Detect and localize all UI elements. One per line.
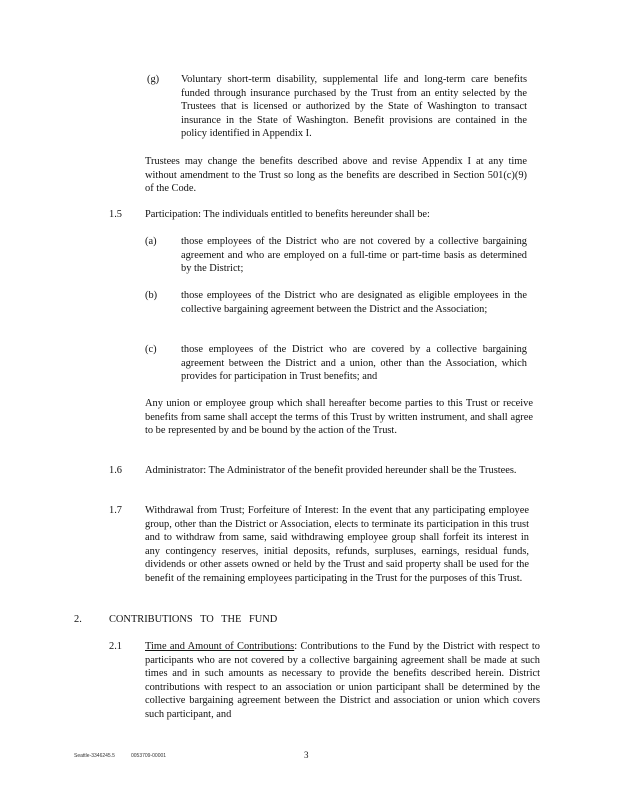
section-1-6-text: : The Administrator of the benefit provided hereunder shall be the Trustees.: [203, 465, 517, 476]
any-union-paragraph: Any union or employee group which shall hereafter become parties to this Trust or receive benefits from same shall accept the terms of this Trust by written instrument, and shall agree to be represented by and be bound by the action of the Trust.: [145, 398, 533, 437]
trustees-paragraph: Trustees may change the benefits described above and revise Appendix I at any time without amendment to the Trust so long as the benefits are described in Section 501(c)(9) of the Code.: [145, 156, 527, 195]
item-c-text: those employees of the District who are covered by a collective bargaining agreement between the District and a union, other than the Association, which provides for participation in Trust benefits; and: [181, 344, 527, 383]
section-2-1-number: 2.1: [109, 641, 122, 652]
section-2-number: 2.: [74, 614, 82, 625]
page-number: 3: [304, 750, 309, 760]
section-1-5-number: 1.5: [109, 209, 122, 220]
section-2-heading: CONTRIBUTIONS TO THE FUND: [109, 614, 278, 625]
footer-matter-number: 0053709-00001: [131, 753, 167, 759]
section-1-5-paragraph: [145, 208, 527, 222]
item-b-label: (b): [145, 290, 158, 301]
section-2-1-heading: Time and Amount of Contributions: [145, 641, 295, 652]
item-g-label: (g): [147, 74, 160, 85]
section-2-1-text: : Contributions to the Fund by the District with respect to participants who are not covered by a collective bargaining agreement shall be made at such times and in such amounts as necessary to provide the benefits described herein. District contributions with respect to an association or union participant shall be determined by the collective bargaining agreement between the District and association or union which covers such participant, and: [145, 641, 541, 720]
section-1-7-number: 1.7: [109, 505, 122, 516]
item-a-text: those employees of the District who are not covered by a collective bargaining agreement and who are employed on a full-time or part-time basis as determined by the District;: [181, 236, 527, 275]
item-g-text: Voluntary short-term disability, supplemental life and long-term care benefits funded through insurance purchased by the Trust from an entity selected by the Trustees that is licensed or authorized by the State of Washington to transact insurance in the State of Washington. Benefit provisions are contained in the policy identified in Appendix I.: [181, 74, 527, 140]
section-1-6-number: 1.6: [109, 465, 122, 476]
item-c-label: (c): [145, 344, 157, 355]
footer-doc-id: Seattle-3346245.5: [74, 753, 115, 759]
section-1-7-text: : In the event that any participating employee group, other than the District or Association, elects to terminate its participation in this trust and to withdraw from same, said withdrawing employee group shall forfeit its interest in any contingency reserves, initial deposits, refunds, surpluses, earnings, residual funds, dividends or other assets owned or held by the Trust and said property shall be used for the benefit of the remaining employees participating in the Trust for the purposes of this Trust.: [145, 505, 529, 584]
section-1-5-heading: Participation: [145, 209, 199, 220]
section-2-1-paragraph: [145, 640, 540, 722]
section-1-5-text: : The individuals entitled to benefits hereunder shall be:: [198, 209, 430, 220]
section-1-6-paragraph: [145, 464, 529, 478]
item-a-label: (a): [145, 236, 157, 247]
item-b-text: those employees of the District who are designated as eligible employees in the collective bargaining agreement between the District and the Association;: [181, 290, 527, 315]
section-1-7-heading: Withdrawal from Trust; Forfeiture of Interest: [145, 505, 336, 516]
section-1-7-paragraph: [145, 504, 529, 586]
section-1-6-heading: Administrator: [145, 465, 204, 476]
